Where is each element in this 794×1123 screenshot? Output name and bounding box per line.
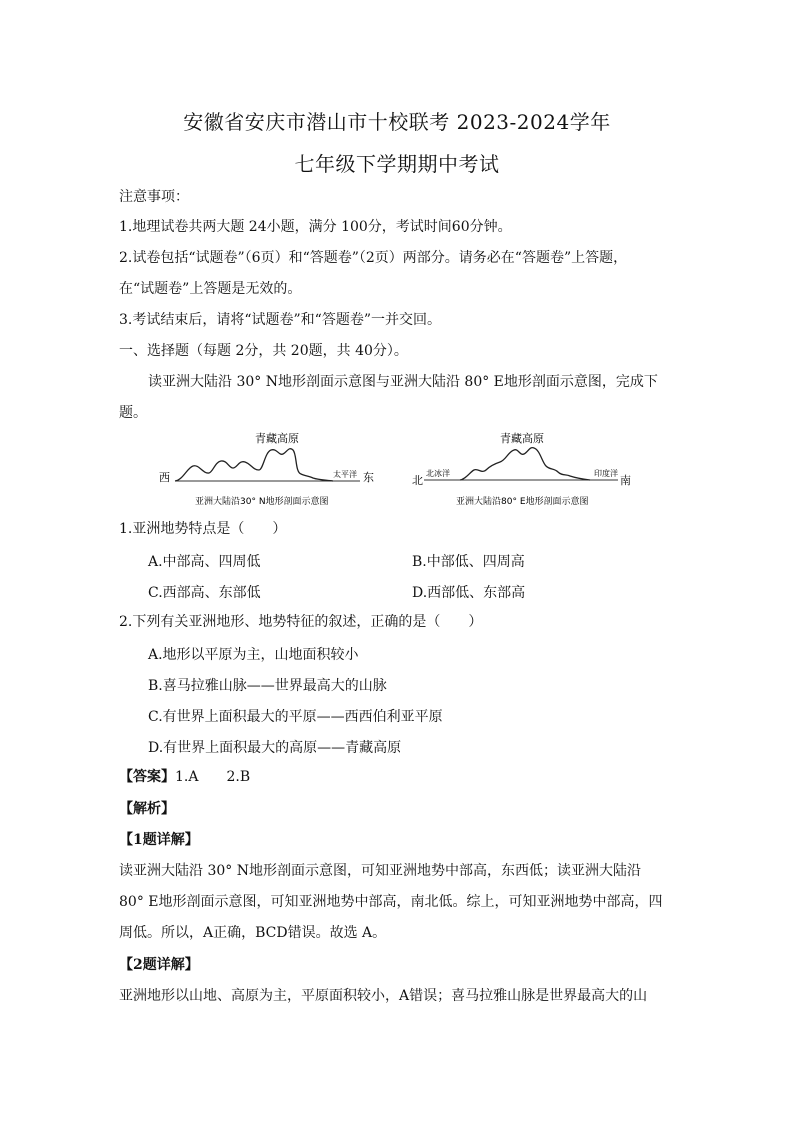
terrain-profile-line [460,448,590,480]
profile-figure-80e [410,428,640,512]
detail-2-line-1: 亚洲地形以山地、高原为主，平原面积较小，A错误；喜马拉雅山脉是世界最高大的山 [119,988,648,1004]
q1-stem: 1.亚洲地势特点是（ ） [119,521,287,537]
notice-item-2a: 2.试卷包括“试题卷”（6页）和“答题卷”（2页）两部分。请务必在“答题卷”上答题， [119,250,628,266]
arctic-ocean-label: 北冰洋 [426,469,450,478]
detail-1-label: 【1题详解】 [119,832,199,848]
answer-row [119,768,679,786]
notice-item-3: 3.考试结束后，请将“试题卷”和“答题卷”一并交回。 [119,312,441,328]
answer-label: 【答案】 [119,769,175,785]
figure-caption: 亚洲大陆沿80° E地形剖面示意图 [456,497,589,507]
indian-ocean-label: 印度洋 [594,469,618,478]
detail-2-label: 【2题详解】 [119,957,199,973]
north-label: 北 [412,474,423,487]
q2-option-b: B.喜马拉雅山脉——世界最高大的山脉 [148,678,387,694]
profile-figure-30n [155,428,385,512]
notice-heading: 注意事项： [119,189,189,205]
west-label: 西 [159,471,170,484]
q2-stem: 2.下列有关亚洲地形、地势特征的叙述，正确的是（ ） [119,614,483,630]
plateau-label: 青藏高原 [500,432,544,445]
q1-option-d: D.西部低、东部高 [412,585,526,601]
section-heading: 一、选择题（每题 2分，共 20题，共 40分）。 [119,343,408,359]
notice-item-2b: 在“试题卷”上答题是无效的。 [119,281,302,297]
terrain-profile-line [175,449,333,481]
detail-1-line-2: 80° E地形剖面示意图，可知亚洲地势中部高，南北低。综上，可知亚洲地势中部高，四 [119,894,663,910]
q1-option-b: B.中部低、四周高 [412,554,525,570]
exam-title-line1: 安徽省安庆市潜山市十校联考 2023-2024学年 [183,110,611,134]
pacific-label: 太平洋 [333,470,357,479]
exam-title-line2: 七年级下学期期中考试 [294,152,500,176]
detail-1-line-3: 周低。所以，A正确，BCD错误。故选 A。 [119,925,387,941]
notice-item-1: 1.地理试卷共两大题 24小题，满分 100分，考试时间60分钟。 [119,219,512,235]
east-label: 东 [363,471,374,484]
q1-option-a: A.中部高、四周低 [148,554,261,570]
section-intro-b: 题。 [119,405,147,421]
plateau-label: 青藏高原 [255,432,299,445]
analysis-label: 【解析】 [119,801,175,817]
q2-option-a: A.地形以平原为主，山地面积较小 [148,647,359,663]
q2-option-c: C.有世界上面积最大的平原——西西伯利亚平原 [148,709,443,725]
q1-option-c: C.西部高、东部低 [148,585,261,601]
detail-1-line-1: 读亚洲大陆沿 30° N地形剖面示意图，可知亚洲地势中部高，东西低；读亚洲大陆沿 [119,863,641,879]
south-label: 南 [620,474,631,487]
section-intro-a: 读亚洲大陆沿 30° N地形剖面示意图与亚洲大陆沿 80° E地形剖面示意图，完成下 [148,374,658,390]
answer-value: 1.A 2.B [175,769,251,785]
figure-caption: 亚洲大陆沿30° N地形剖面示意图 [195,497,329,507]
q2-option-d: D.有世界上面积最大的高原——青藏高原 [148,740,402,756]
